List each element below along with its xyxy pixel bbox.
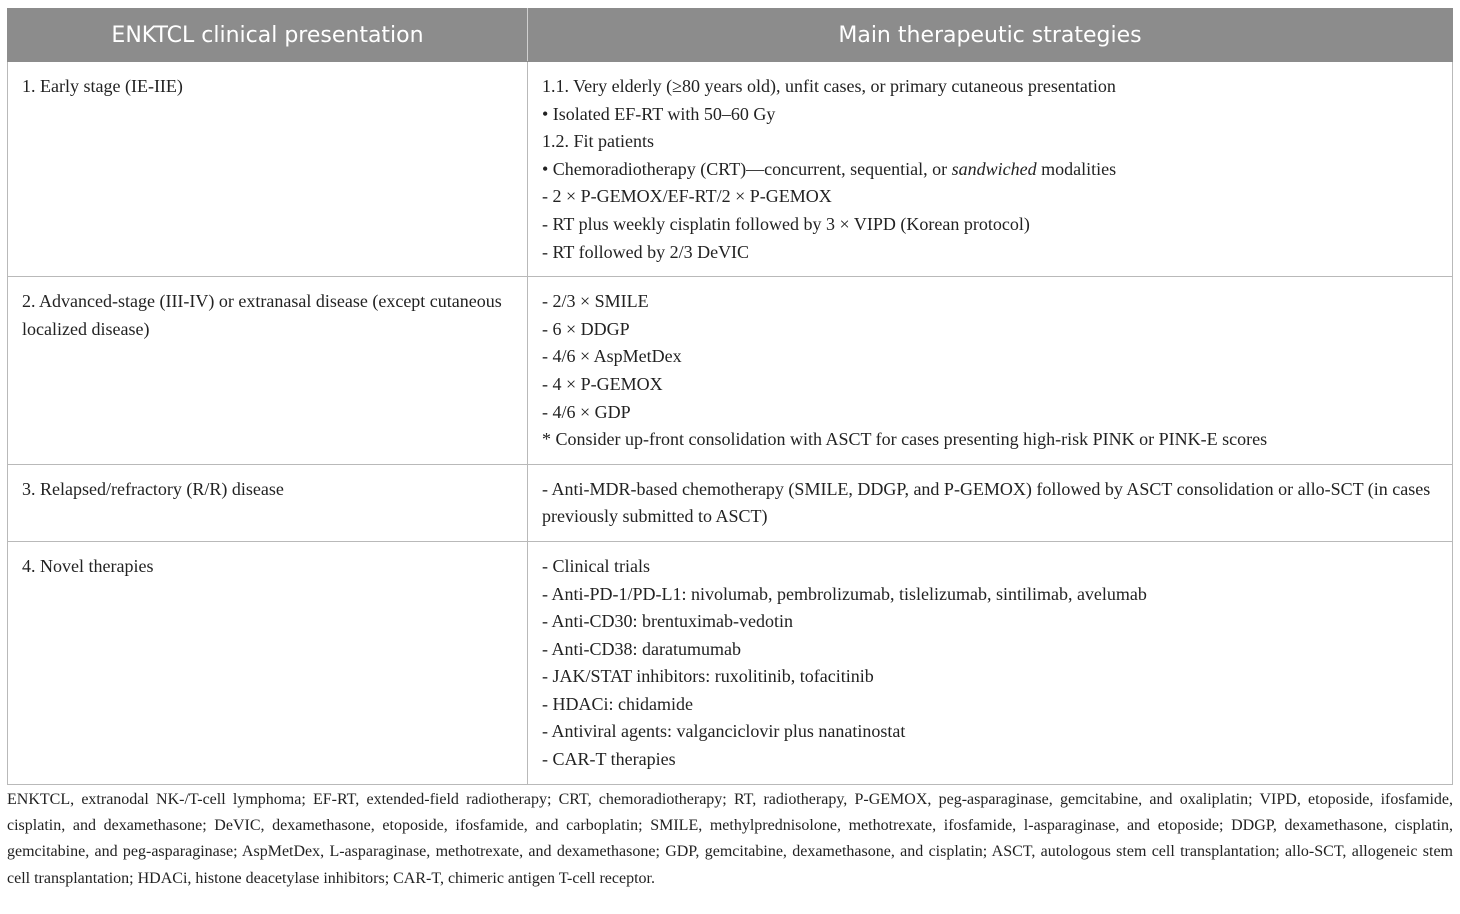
strategy-line-italic-sandwiched: • Chemoradiotherapy (CRT)—concurrent, sequential, or sandwiched modalities [542, 158, 1117, 179]
strategies-cell [528, 277, 1453, 465]
strategy-line: - CAR-T therapies [542, 749, 676, 770]
presentation-cell: 4. Novel therapies [8, 541, 528, 784]
strategy-line: - 4/6 × GDP [542, 401, 631, 422]
strategy-line: - Anti-CD38: daratumumab [542, 638, 741, 659]
strategy-line: - 2 × P-GEMOX/EF-RT/2 × P-GEMOX [542, 186, 832, 207]
table-row [8, 277, 1453, 465]
header-presentation: ENKTCL clinical presentation [8, 9, 528, 62]
presentation-cell [8, 277, 528, 465]
table-row [8, 62, 1453, 277]
strategy-line: - HDACi: chidamide [542, 693, 693, 714]
strategy-line: - Anti-MDR-based chemotherapy (SMILE, DDGP, and P-GEMOX) followed by ASCT consolidation or allo-SCT (in cases previously submitted to ASCT) [542, 478, 1431, 527]
strategy-line: - Antiviral agents: valganciclovir plus nanatinostat [542, 721, 906, 742]
strategy-line: • Isolated EF-RT with 50–60 Gy [542, 103, 776, 124]
table-footnote: ENKTCL, extranodal NK-/T-cell lymphoma; EF-RT, extended-field radiotherapy; CRT, chemoradiotherapy; RT, radiotherapy, P-GEMOX, peg-asparaginase, gemcitabine, and oxaliplatin; VIPD, etoposide, ifosfamide, cisplatin, and dexamethasone; DeVIC, dexamethasone, etoposide, ifosfamide, and carboplatin; SMILE, methylprednisolone, methotrexate, ifosfamide, l-asparaginase, and etoposide; DDGP, dexamethasone, cisplatin, gemcitabine, and peg-asparaginase; AspMetDex, L-asparaginase, methotrexate, and dexamethasone; GDP, gemcitabine, dexamethasone, and cisplatin; ASCT, autologous stem cell transplantation; allo-SCT, allogeneic stem cell transplantation; HDACi, histone deacetylase inhibitors; CAR-T, chimeric antigen T-cell receptor. [7, 791, 1453, 887]
header-strategies: Main therapeutic strategies [528, 9, 1453, 62]
strategy-line: - 2/3 × SMILE [542, 291, 649, 312]
strategy-line: - 4 × P-GEMOX [542, 373, 663, 394]
presentation-text: 2. Advanced-stage (III-IV) or extranasal disease (except cutaneous localized disease) [22, 291, 502, 339]
strategies-cell [528, 464, 1453, 541]
strategy-line: 1.1. Very elderly (≥80 years old), unfit cases, or primary cutaneous presentation [542, 76, 1116, 96]
strategy-line: - 6 × DDGP [542, 318, 630, 339]
presentation-cell: 3. Relapsed/refractory (R/R) disease [8, 464, 528, 541]
strategy-line: - Anti-CD30: brentuximab-vedotin [542, 611, 793, 632]
table-header-row [8, 9, 1453, 62]
strategy-line: - RT followed by 2/3 DeVIC [542, 241, 750, 262]
strategy-line: * Consider up-front consolidation with ASCT for cases presenting high-risk PINK or PINK-E scores [542, 429, 1268, 450]
strategy-line: 1.2. Fit patients [542, 131, 654, 152]
strategy-line: - RT plus weekly cisplatin followed by 3 × VIPD (Korean protocol) [542, 213, 1030, 234]
table-row [8, 464, 1453, 541]
therapy-table [7, 8, 1453, 785]
presentation-cell: 1. Early stage (IE-IIE) [8, 62, 528, 277]
therapy-table-container [7, 8, 1453, 785]
strategies-cell [528, 541, 1453, 784]
strategy-line: - Anti-PD-1/PD-L1: nivolumab, pembrolizumab, tislelizumab, sintilimab, avelumab [542, 583, 1147, 604]
strategy-line: - Clinical trials [542, 555, 650, 576]
table-row [8, 541, 1453, 784]
strategy-line: - 4/6 × AspMetDex [542, 346, 682, 367]
italic-term: sandwiched [951, 158, 1037, 179]
strategies-cell [528, 62, 1453, 277]
strategy-line: - JAK/STAT inhibitors: ruxolitinib, tofacitinib [542, 666, 874, 687]
